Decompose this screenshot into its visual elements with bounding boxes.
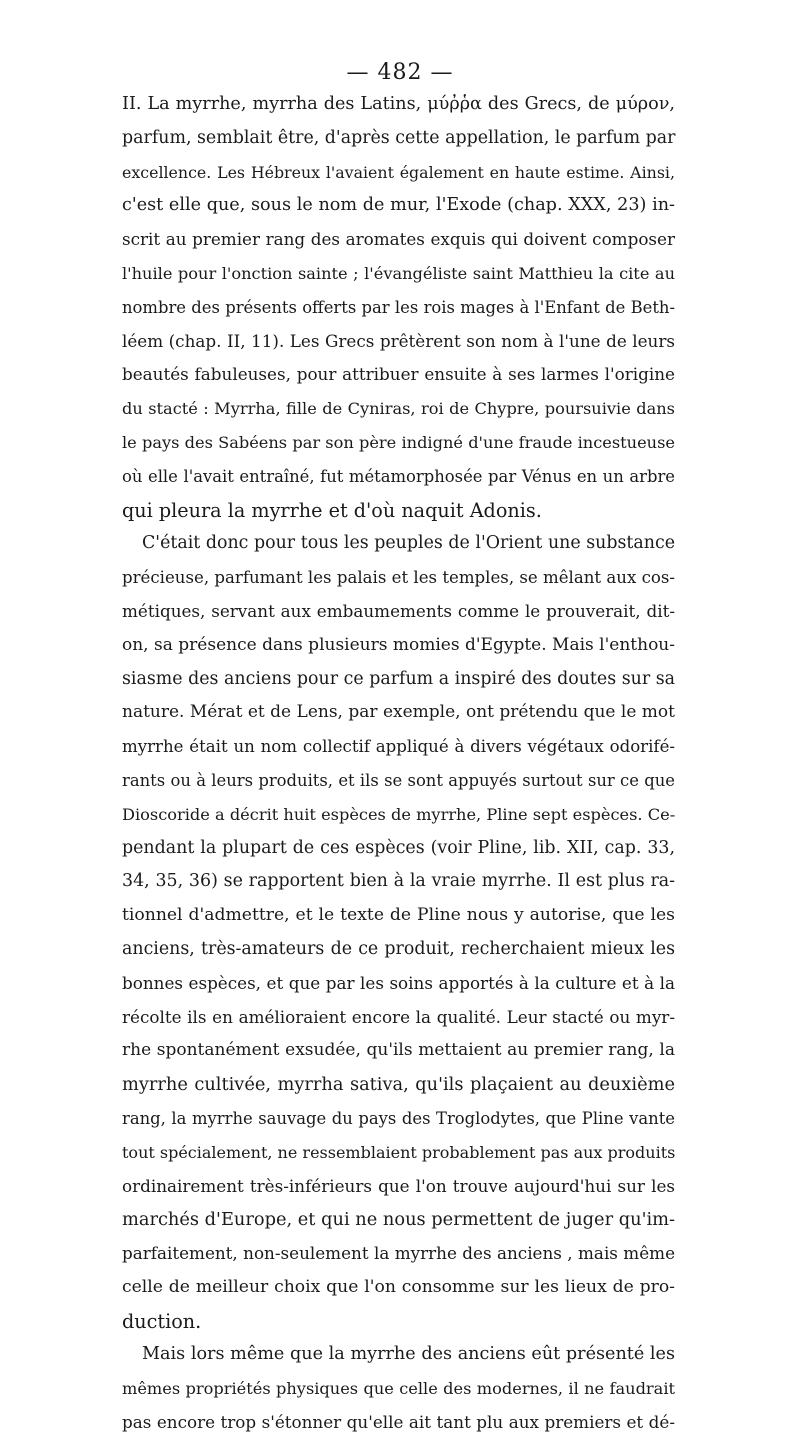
- page-number: — 482 —: [346, 60, 454, 85]
- text-line: scrit au premier rang des aromates exquis qui doivent composer: [122, 229, 675, 250]
- text-line: excellence. Les Hébreux l'avaient également en haute estime. Ainsi,: [122, 162, 675, 182]
- paragraph: [122, 527, 675, 1338]
- text-line: léem (chap. II, 11). Les Grecs prêtèrent son nom à l'une de leurs: [122, 330, 675, 351]
- text-line: métiques, servant aux embaumements comme le prouverait, dit-: [122, 600, 675, 621]
- text-line: myrrhe cultivée, myrrha sativa, qu'ils plaçaient au deuxième: [122, 1074, 675, 1096]
- text-line: nombre des présents offerts par les rois mages à l'Enfant de Beth-: [122, 297, 675, 317]
- text-line: beautés fabuleuses, pour attribuer ensuite à ses larmes l'origine: [122, 364, 675, 385]
- body-text: [122, 88, 675, 1440]
- text-line: l'huile pour l'onction sainte ; l'évangéliste saint Matthieu la cite au: [122, 263, 675, 283]
- text-line: duction.: [122, 1309, 202, 1333]
- text-line: Dioscoride a décrit huit espèces de myrrhe, Pline sept espèces. Ce-: [122, 804, 676, 824]
- text-line: tionnel d'admettre, et le texte de Pline nous y autorise, que les: [122, 905, 675, 926]
- text-line: marchés d'Europe, et qui ne nous permettent de juger qu'im-: [122, 1209, 676, 1231]
- text-line: rants ou à leurs produits, et ils se sont appuyés surtout sur ce que: [122, 770, 675, 790]
- text-line: anciens, très-amateurs de ce produit, recherchaient mieux les: [122, 938, 675, 959]
- text-line: bonnes espèces, et que par les soins apportés à la culture et à la: [122, 972, 675, 993]
- paragraph: [122, 1338, 675, 1439]
- text-line: nature. Mérat et de Lens, par exemple, ont prétendu que le mot: [122, 702, 675, 723]
- text-line: Mais lors même que la myrrhe des anciens eût présenté les: [142, 1344, 675, 1365]
- text-line: tout spécialement, ne ressemblaient probablement pas aux produits: [122, 1142, 676, 1162]
- text-line: II. La myrrhe, myrrha des Latins, μύῤῥα des Grecs, de μύρον,: [122, 94, 675, 114]
- text-line: le pays des Sabéens par son père indigné d'une fraude incestueuse: [122, 432, 675, 452]
- text-line: mêmes propriétés physiques que celle des modernes, il ne faudrait: [122, 1379, 675, 1399]
- text-line: myrrhe était un nom collectif appliqué à divers végétaux odorifé-: [122, 737, 675, 757]
- text-line: on, sa présence dans plusieurs momies d'Egypte. Mais l'enthou-: [122, 634, 675, 655]
- text-line: siasme des anciens pour ce parfum a inspiré des doutes sur sa: [122, 668, 675, 689]
- text-line: ordinairement très-inférieurs que l'on trouve aujourd'hui sur les: [122, 1175, 675, 1196]
- text-line: pendant la plupart de ces espèces (voir Pline, lib. XII, cap. 33,: [122, 837, 675, 858]
- text-line: parfum, semblait être, d'après cette appellation, le parfum par: [122, 127, 676, 148]
- paragraph: [122, 88, 675, 527]
- text-line: du stacté : Myrrha, fille de Cyniras, roi de Chypre, poursuivie dans: [122, 399, 675, 419]
- text-line: C'était donc pour tous les peuples de l'Orient une substance: [142, 533, 675, 554]
- text-line: récolte ils en amélioraient encore la qualité. Leur stacté ou myr-: [122, 1006, 675, 1027]
- text-line: c'est elle que, sous le nom de mur, l'Exode (chap. XXX, 23) in-: [122, 195, 675, 216]
- text-line: celle de meilleur choix que l'on consomme sur les lieux de pro-: [122, 1276, 675, 1297]
- text-line: pas encore trop s'étonner qu'elle ait tant plu aux premiers et dé-: [122, 1412, 675, 1433]
- text-line: rhe spontanément exsudée, qu'ils mettaient au premier rang, la: [122, 1040, 675, 1061]
- text-line: rang, la myrrhe sauvage du pays des Troglodytes, que Pline vante: [122, 1108, 675, 1128]
- text-line: 34, 35, 36) se rapportent bien à la vraie myrrhe. Il est plus ra-: [122, 871, 675, 892]
- text-line: parfaitement, non-seulement la myrrhe des anciens , mais même: [122, 1243, 675, 1264]
- text-line: où elle l'avait entraîné, fut métamorphosée par Vénus en un arbre: [122, 466, 675, 486]
- text-line: qui pleura la myrrhe et d'où naquit Adonis.: [122, 498, 542, 522]
- text-line: précieuse, parfumant les palais et les temples, se mêlant aux cos-: [122, 568, 675, 588]
